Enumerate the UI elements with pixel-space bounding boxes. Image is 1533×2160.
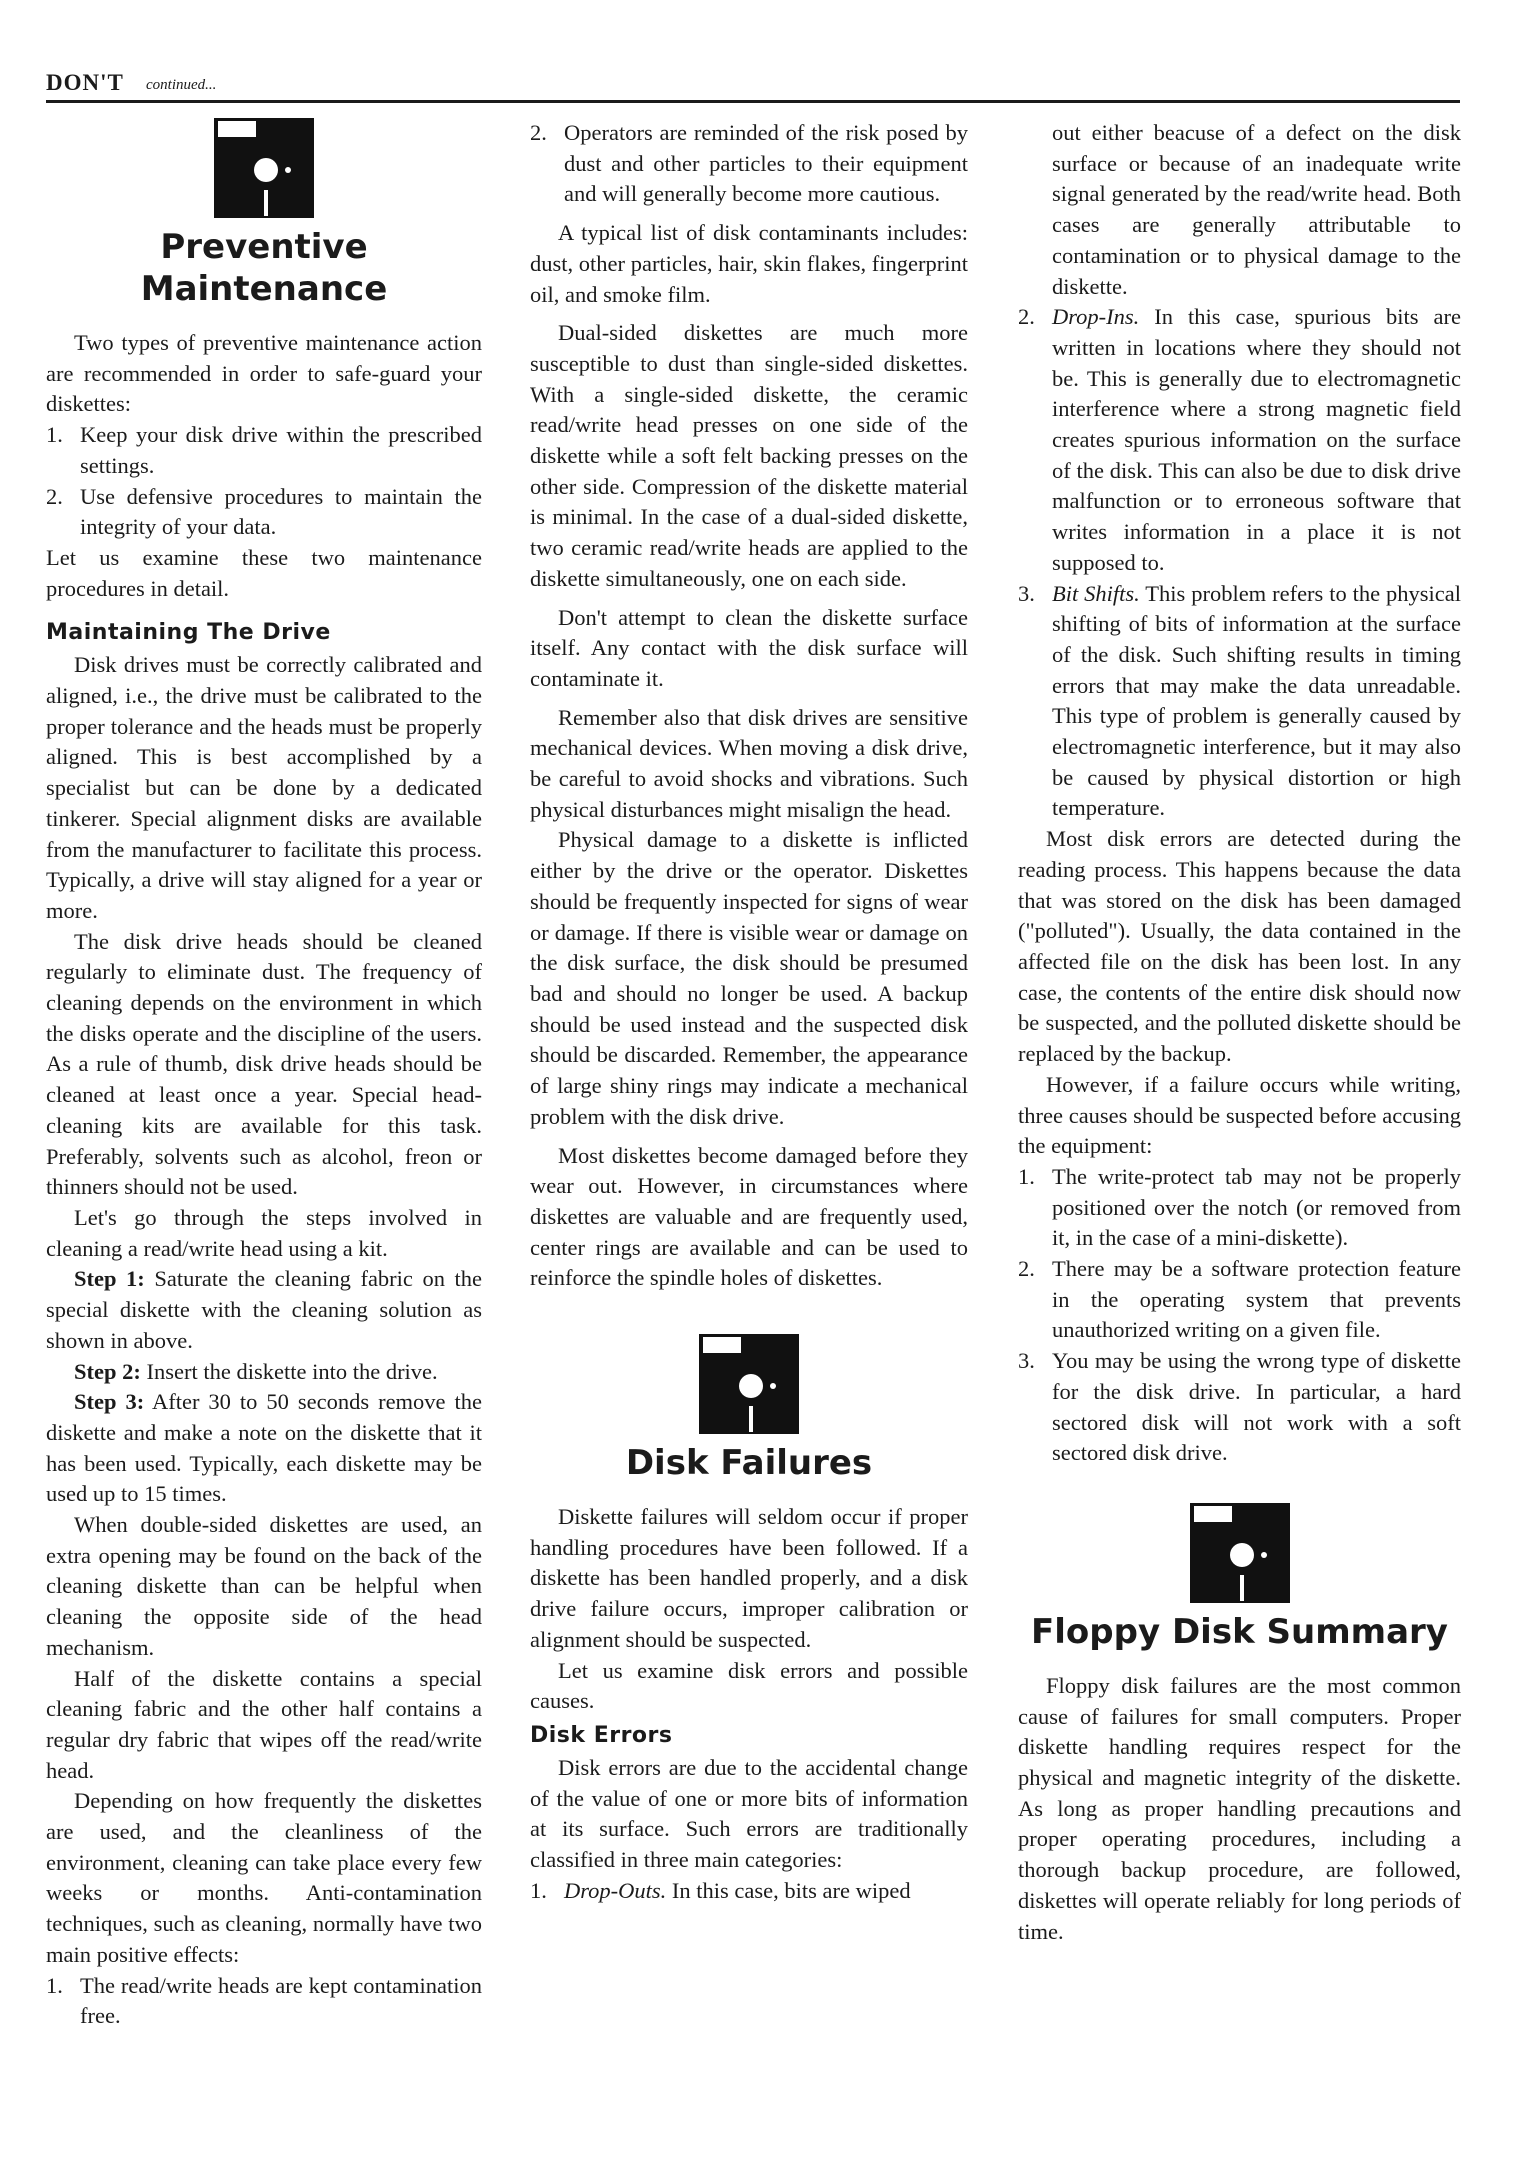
step-text: After 30 to 50 seconds remove the diskette and make a note on the diskette that it has been used. Typically, each diskette may be used up to 15 times. bbox=[46, 1389, 483, 1507]
list-number: 1. bbox=[46, 1972, 63, 1998]
section-title: Preventive bbox=[160, 227, 368, 267]
list-item bbox=[1018, 302, 1461, 578]
list-number: 1. bbox=[1018, 1163, 1035, 1189]
paragraph: Let us examine disk errors and possible causes. bbox=[530, 1657, 968, 1714]
column-2 bbox=[530, 118, 968, 1906]
list-item bbox=[46, 1971, 482, 2032]
section-title-line2: Maintenance bbox=[140, 269, 388, 309]
list-text: Operators are reminded of the risk posed by dust and other particles to their equipment and will generally become more cautious. bbox=[564, 120, 968, 207]
list-number: 2. bbox=[46, 483, 63, 509]
step-label: Step 2: bbox=[74, 1358, 141, 1384]
paragraph: Let's go through the steps involved in cleaning a read/write head using a kit. bbox=[46, 1204, 482, 1261]
step-text: Saturate the cleaning fabric on the special diskette with the cleaning solution as shown in above. bbox=[46, 1266, 482, 1353]
section-disk-failures bbox=[530, 1334, 968, 1484]
list-item bbox=[1018, 579, 1461, 825]
list-item bbox=[530, 118, 968, 210]
list-item bbox=[46, 420, 482, 481]
paragraph: The disk drive heads should be cleaned regularly to eliminate dust. The frequency of cleaning depends on the environment in which the disks operate and the discipline of the users. As a rule of thumb, disk drive heads should be cleaned at least once a year. Special head-cleaning kits are available for this task. Preferably, solvents such as alcohol, freon or thinners should not be used. bbox=[46, 928, 482, 1200]
list-item bbox=[1018, 1346, 1461, 1469]
list-text: In this case, bits are wiped bbox=[666, 1877, 911, 1903]
list-text: out either beacuse of a defect on the disk surface or because of an inadequate write signal generated by the read/write head. Both cases are generally attributable to contamination or to physical damage to the diskette. bbox=[1052, 120, 1461, 299]
list-text: There may be a software protection feature in the operating system that prevents unauthorized writing on a given file. bbox=[1052, 1256, 1461, 1343]
list-text: The read/write heads are kept contamination free. bbox=[80, 1972, 482, 2029]
section-floppy-disk-summary bbox=[1018, 1503, 1461, 1653]
list-text: Keep your disk drive within the prescribed settings. bbox=[80, 422, 482, 478]
step-3 bbox=[46, 1387, 482, 1510]
list-item bbox=[1018, 1162, 1461, 1254]
paragraph: Disk drives must be correctly calibrated and aligned, i.e., the drive must be calibrated to the proper tolerance and the heads must be properly aligned. This is best accomplished by a specialist but can be done by a dedicated tinkerer. Special alignment disks are available from the manufacturer to facilitate this process. Typically, a drive will stay aligned for a year or more. bbox=[46, 652, 482, 923]
list-number: 2. bbox=[1018, 304, 1035, 330]
list-item bbox=[46, 482, 482, 543]
list-term: Drop-Ins. bbox=[1052, 304, 1140, 330]
paragraph: Dual-sided diskettes are much more susceptible to dust than single-sided diskettes. With a single-sided diskette, the ceramic read/write head presses on one side of the diskette while a soft felt backing presses on the other side. Compression of the diskette material is minimal. In the case of a dual-sided diskette, two ceramic read/write heads are applied to the diskette simultaneously, one on each side. bbox=[530, 320, 968, 591]
subheading: Maintaining The Drive bbox=[46, 620, 331, 646]
paragraph: Don't attempt to clean the diskette surface itself. Any contact with the disk surface will contaminate it. bbox=[530, 604, 968, 691]
page-header bbox=[46, 64, 1460, 103]
paragraph: Half of the diskette contains a special cleaning fabric and the other half contains a regular dry fabric that wipes off the read/write head. bbox=[46, 1665, 482, 1783]
floppy-disk-icon bbox=[699, 1334, 799, 1434]
paragraph: Depending on how frequently the diskettes are used, and the cleanliness of the environment, cleaning can take place every few weeks or months. Anti-contamination techniques, such as cleaning, normally have two main positive effects: bbox=[46, 1788, 482, 1967]
paragraph: A typical list of disk contaminants includes: dust, other particles, hair, skin flakes, fingerprint oil, and smoke film. bbox=[530, 220, 968, 307]
paragraph: When double-sided diskettes are used, an extra opening may be found on the back of the cleaning diskette than can be helpful when cleaning the opposite side of the head mechanism. bbox=[46, 1512, 482, 1660]
paragraph: However, if a failure occurs while writing, three causes should be suspected before accusing the equipment: bbox=[1018, 1071, 1461, 1159]
paragraph: Disk errors are due to the accidental change of the value of one or more bits of information at its surface. Such errors are traditionally classified in three main categories: bbox=[530, 1754, 968, 1873]
section-preventive-maintenance bbox=[46, 118, 482, 310]
step-1 bbox=[46, 1264, 482, 1356]
section-title: Disk Failures bbox=[625, 1443, 873, 1484]
step-label: Step 1: bbox=[74, 1266, 145, 1292]
list-text: In this case, spurious bits are written in locations where they should not be. This is generally due to electromagnetic interference where a strong magnetic field creates spurious information on the surface of the disk. This can also be due to disk drive malfunction or to erroneous software that writes information in a place it is not supposed to. bbox=[1052, 304, 1461, 575]
list-number: 1. bbox=[530, 1877, 547, 1903]
list-term: Bit Shifts. bbox=[1052, 580, 1140, 606]
step-text: Insert the diskette into the drive. bbox=[140, 1358, 438, 1384]
floppy-disk-icon bbox=[1190, 1503, 1290, 1603]
subheading: Disk Errors bbox=[530, 1722, 673, 1748]
paragraph: Physical damage to a diskette is inflicted either by the drive or the operator. Diskettes should be frequently inspected for signs of wear or damage. If there is visible wear or damage on the disk surface, the disk should be presumed bad and should no longer be used. A backup should be used instead and the suspected disk should be discarded. Remember, the appearance of large shiny rings may indicate a mechanical problem with the disk drive. bbox=[530, 827, 968, 1129]
paragraph: Floppy disk failures are the most common cause of failures for small computers. Proper diskette handling requires respect for the physical and magnetic integrity of the diskette. As long as proper handling precautions and proper operating procedures, including a thorough backup procedure, are followed, diskettes will operate reliably for long periods of time. bbox=[1018, 1672, 1461, 1944]
paragraph: Two types of preventive maintenance action are recommended in order to safe-guard your diskettes: bbox=[46, 330, 482, 417]
list-text: The write-protect tab may not be properly positioned over the notch (or removed from it, in the case of a mini-diskette). bbox=[1052, 1163, 1461, 1251]
section-title: Floppy Disk Summary bbox=[1031, 1611, 1448, 1652]
paragraph: Diskette failures will seldom occur if proper handling procedures have been followed. If a diskette has been handled properly, and a disk drive failure occurs, improper calibration or alignment should be suspected. bbox=[530, 1504, 968, 1652]
list-item bbox=[530, 1876, 968, 1907]
floppy-disk-icon bbox=[214, 118, 314, 218]
list-item-continued bbox=[1018, 118, 1461, 302]
list-number: 3. bbox=[1018, 1348, 1035, 1374]
list-number: 2. bbox=[530, 120, 547, 145]
column-3 bbox=[1018, 118, 1461, 1947]
list-term: Drop-Outs. bbox=[564, 1877, 667, 1903]
paragraph: Most diskettes become damaged before they wear out. However, in circumstances where diskettes are valuable and are frequently used, center rings are available and can be used to reinforce the spindle holes of diskettes. bbox=[530, 1142, 968, 1291]
paragraph: Let us examine these two maintenance procedures in detail. bbox=[46, 544, 482, 601]
header-continued: continued... bbox=[146, 77, 217, 93]
list-text: Use defensive procedures to maintain the integrity of your data. bbox=[80, 483, 482, 540]
step-label: Step 3: bbox=[74, 1389, 145, 1415]
list-text: This problem refers to the physical shifting of bits of information at the surface of the disk. Such shifting results in timing errors that may make the data unreadable. This type of problem is generally caused by electromagnetic interference, but it may also be caused by physical distortion or high temperature. bbox=[1052, 580, 1461, 821]
header-label: DON'T bbox=[46, 70, 124, 95]
list-number: 2. bbox=[1018, 1256, 1035, 1282]
paragraph: Remember also that disk drives are sensitive mechanical devices. When moving a disk drive, be careful to avoid shocks and vibrations. Such physical disturbances might misalign the head. bbox=[530, 704, 968, 822]
list-item bbox=[1018, 1254, 1461, 1346]
list-text: You may be using the wrong type of diskette for the disk drive. In particular, a hard sectored disk will not work with a soft sectored disk drive. bbox=[1052, 1348, 1461, 1466]
paragraph: Most disk errors are detected during the reading process. This happens because the data that was stored on the disk has been damaged ("polluted"). Usually, the data contained in the affected file on the disk has been lost. In any case, the contents of the entire disk should now be suspected, and the polluted diskette should be replaced by the backup. bbox=[1018, 826, 1461, 1067]
step-2 bbox=[46, 1357, 482, 1388]
list-number: 1. bbox=[46, 422, 63, 448]
list-number: 3. bbox=[1018, 580, 1035, 606]
column-1 bbox=[46, 118, 482, 2032]
